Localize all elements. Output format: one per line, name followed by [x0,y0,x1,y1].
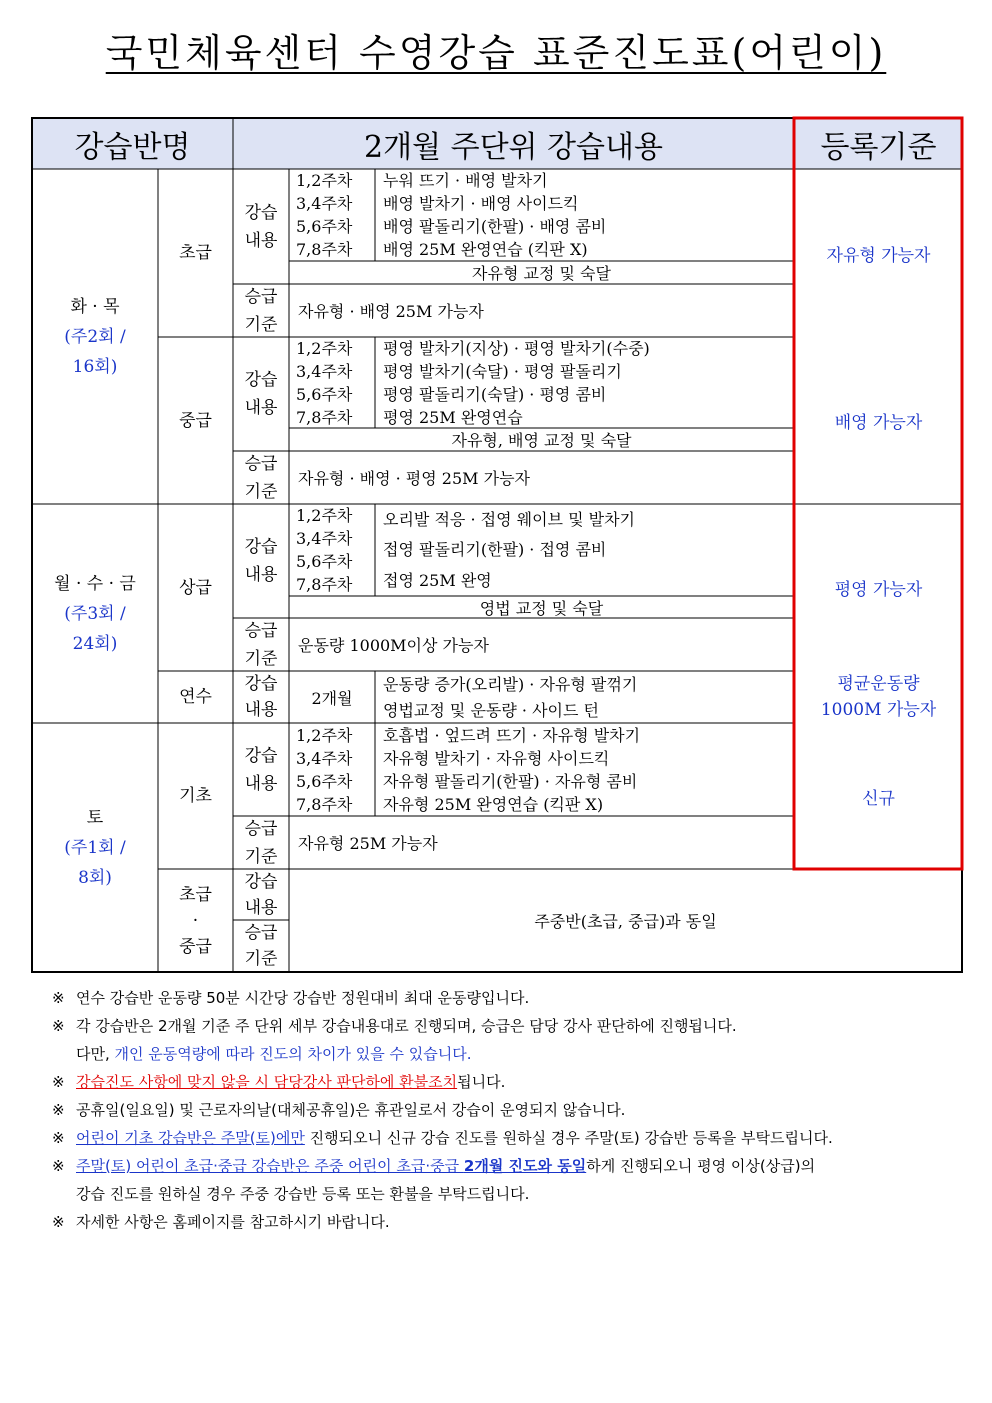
label-content: 강습 내용 [244,370,278,418]
registration-line: 평균운동량 [837,674,920,694]
content-item: 영법교정 및 운동량 · 사이드 턴 [383,700,599,720]
note-text: 연수 강습반 운동량 50분 시간당 강습반 정원대비 최대 운동량입니다. [76,989,530,1007]
group-frequency: (주3회 / 24회) [64,603,126,654]
criteria-text: 자유형 · 배영 25M 가능자 [298,302,484,321]
week-label: 1,2주차 [296,171,353,190]
content-list [383,504,788,596]
content-item: 평영 팔돌리기(숙달) · 평영 콤비 [383,384,607,404]
registration-basic: 신규 [862,788,895,809]
content-list [383,723,788,816]
note-text: 됩니다. [457,1073,506,1091]
note-text: 진행되오니 신규 강습 진도를 원하실 경우 주말(토) 강습반 등록을 부탁드립니다. [304,1129,833,1147]
week-label: 5,6주차 [296,771,353,791]
header-class-name: 강습반명 [74,129,191,165]
week-label: 7,8주차 [296,575,353,594]
note [52,1124,982,1152]
label-content: 강습 내용 [244,674,278,720]
class-advanced: 상급 [179,577,212,598]
content-list [383,337,788,428]
content-item: 평영 발차기(숙달) · 평영 팔돌리기 [383,361,622,381]
label-criteria: 승급 기준 [244,818,278,867]
note-mark: ※ [52,1017,65,1035]
correction-text: 자유형, 배영 교정 및 숙달 [451,431,632,450]
week-label: 7,8주차 [296,240,353,259]
content-item: 누워 뜨기 · 배영 발차기 [383,171,548,190]
class-sat-mixed: 초급 · 중급 [179,884,212,957]
note-mark: ※ [52,989,65,1007]
week-label: 7,8주차 [296,794,353,814]
label-content: 강습 내용 [244,537,278,585]
note-mark: ※ [52,1073,65,1091]
week-label: 5,6주차 [296,384,353,404]
page-title: 국민체육센터 수영강습 표준진도표(어린이) [105,31,887,75]
note-text: 다만, [76,1045,115,1063]
label-criteria: 승급 기준 [244,620,278,669]
group-mon-wed-fri [32,504,158,723]
content-item: 접영 25M 완영 [383,571,492,591]
notes [52,984,982,1236]
correction-text: 영법 교정 및 숙달 [479,598,604,618]
class-intermediate: 중급 [179,410,212,431]
content-item: 접영 팔돌리기(한팔) · 접영 콤비 [383,540,607,560]
label-content: 강습 내용 [244,745,278,794]
label-content: 강습 내용 [244,871,278,918]
header-content: 2개월 주단위 강습내용 [364,129,663,165]
note [52,1152,982,1180]
note-text-highlight: 개인 운동역량에 따라 진도의 차이가 있을 수 있습니다. [114,1045,472,1063]
note-continuation [52,1040,982,1068]
note [52,1208,982,1236]
content-list [383,169,788,261]
group-frequency: (주2회 / 16회) [64,326,126,377]
note-text: 강습 진도를 원하실 경우 주중 강습반 등록 또는 환불을 부탁드립니다. [76,1185,530,1203]
note [52,1012,982,1040]
note-text-highlight: 어린이 기초 강습반은 주말(토)에만 [76,1129,305,1147]
note-text-warning: 강습진도 사항에 맞지 않을 시 담당강사 판단하에 환불조치 [76,1073,458,1091]
registration-line: 1000M 가능자 [820,700,937,720]
class-training: 연수 [179,687,212,707]
criteria-text: 운동량 1000M이상 가능자 [298,636,489,655]
content-item: 배영 25M 완영연습 (킥판 X) [383,240,588,259]
registration-training [795,671,962,723]
class-beginner: 초급 [179,243,212,263]
registration-beginner: 자유형 가능자 [826,245,931,266]
note-continuation [52,1180,982,1208]
week-label: 3,4주차 [296,194,353,213]
label-criteria: 승급 기준 [244,923,278,969]
content-item: 자유형 팔돌리기(한팔) · 자유형 콤비 [383,771,638,791]
week-label: 5,6주차 [296,217,353,236]
week-label: 1,2주차 [296,338,353,358]
header-registration: 등록기준 [820,129,937,165]
content-item: 자유형 발차기 · 자유형 사이드킥 [383,748,610,768]
label-content: 강습 내용 [244,202,278,251]
group-name: 월 · 수 · 금 [54,573,136,594]
week-label: 7,8주차 [296,407,353,427]
note-text-highlight: 주말(토) 어린이 초급·중급 강습반은 주중 어린이 초급·중급 [76,1157,464,1175]
criteria-text: 자유형 25M 가능자 [298,834,438,853]
content-item: 운동량 증가(오리발) · 자유형 팔꺾기 [383,674,638,694]
week-label: 5,6주차 [296,552,353,571]
week-label: 1,2주차 [296,725,353,745]
registration-intermediate: 배영 가능자 [834,413,923,433]
note [52,1068,982,1096]
content-item: 배영 팔돌리기(한팔) · 배영 콤비 [383,217,607,236]
group-tue-thu [32,169,158,504]
content-item: 평영 25M 완영연습 [383,407,523,427]
note-mark: ※ [52,1101,65,1119]
registration-advanced: 평영 가능자 [834,580,923,600]
note-mark: ※ [52,1213,65,1231]
week-list [296,169,375,261]
correction-text: 자유형 교정 및 숙달 [472,264,611,283]
week-label: 3,4주차 [296,529,353,548]
label-criteria: 승급 기준 [244,453,278,502]
week-list [296,723,375,816]
week-list [296,504,375,596]
class-basic: 기초 [179,786,212,806]
note-text-highlight: 2개월 진도와 동일 [463,1157,587,1175]
content-item: 오리발 적응 · 접영 웨이브 및 발차기 [383,509,635,529]
week-label: 3,4주차 [296,748,353,768]
label-criteria: 승급 기준 [244,286,278,335]
week-list [296,337,375,428]
group-frequency: (주1회 / 8회) [64,837,126,888]
week-label: 1,2주차 [296,506,353,525]
week-label: 3,4주차 [296,361,353,381]
note [52,984,982,1012]
note-mark: ※ [52,1129,65,1147]
criteria-text: 자유형 · 배영 · 평영 25M 가능자 [298,469,530,488]
training-period: 2개월 [311,688,353,708]
content-item: 배영 발차기 · 배영 사이드킥 [383,194,579,213]
note-mark: ※ [52,1157,65,1175]
group-name: 화 · 목 [70,296,120,317]
note-text: 자세한 사항은 홈페이지를 참고하시기 바랍니다. [76,1213,390,1231]
content-item: 자유형 25M 완영연습 (킥판 X) [383,794,604,814]
note [52,1096,982,1124]
note-text: 하게 진행되오니 평영 이상(상급)의 [586,1157,816,1175]
note-text: 각 강습반은 2개월 기준 주 단위 세부 강습내용대로 진행되며, 승급은 담당 강사 판단하에 진행됩니다. [76,1017,737,1035]
content-list [383,671,788,723]
group-name: 토 [86,807,104,828]
content-item: 평영 발차기(지상) · 평영 발차기(수중) [383,338,650,358]
note-text: 공휴일(일요일) 및 근로자의날(대체공휴일)은 휴관일로서 강습이 운영되지 않습니다. [76,1101,626,1119]
content-item: 호흡법 · 엎드려 뜨기 · 자유형 발차기 [383,725,641,745]
sat-mixed-content: 주중반(초급, 중급)과 동일 [534,912,717,931]
group-sat [32,723,158,972]
